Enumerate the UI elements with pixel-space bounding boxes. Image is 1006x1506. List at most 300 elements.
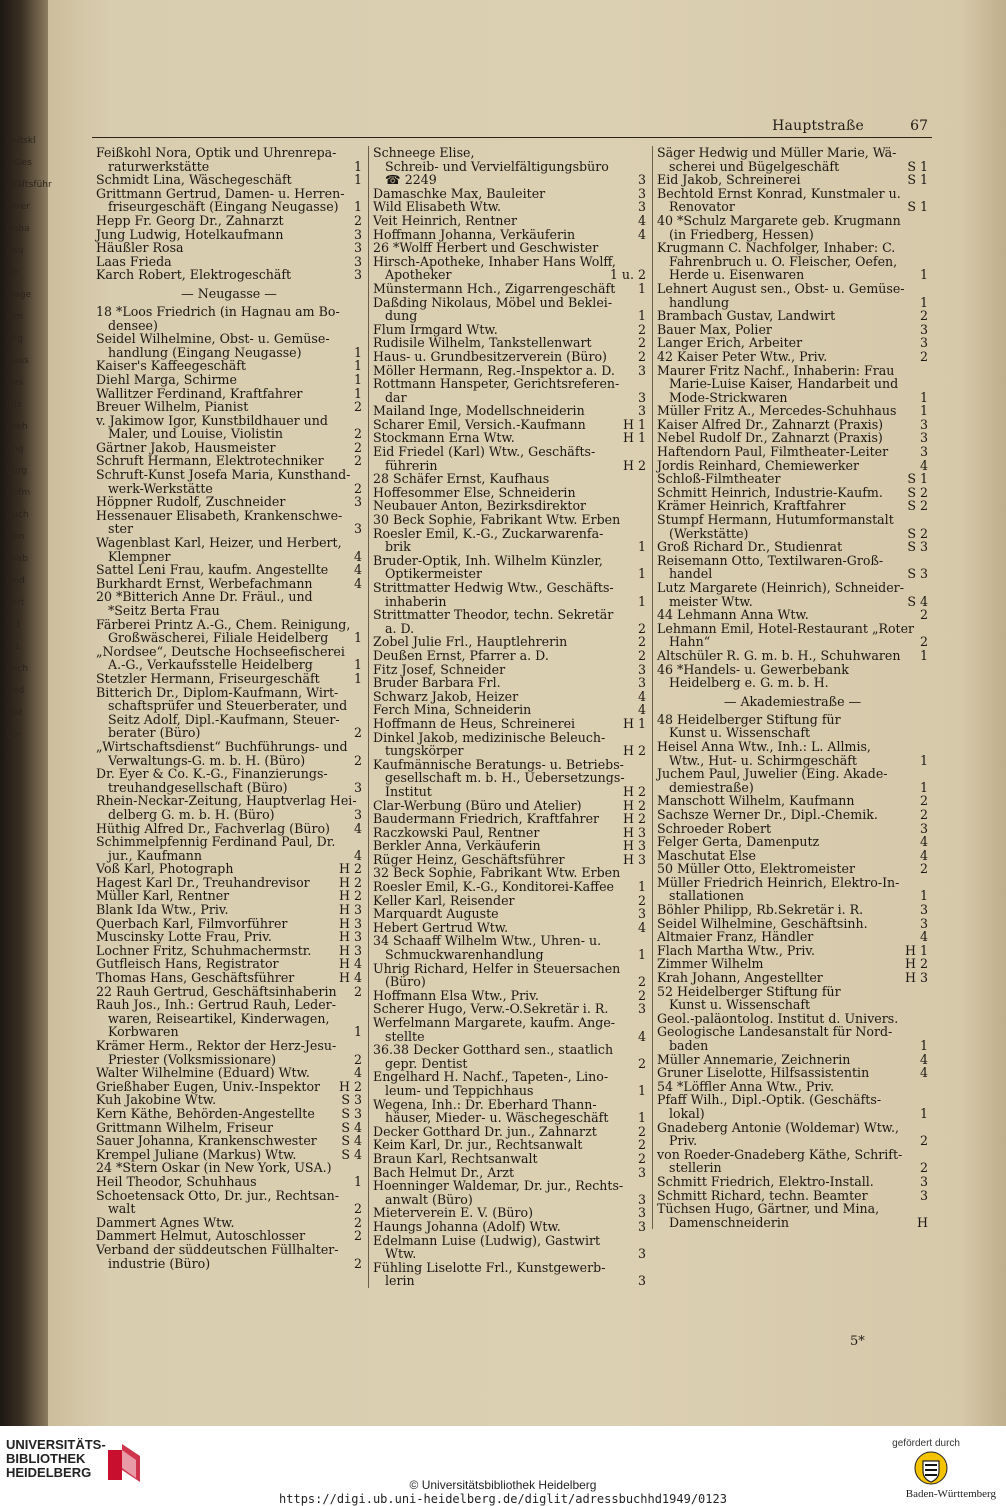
directory-entry xyxy=(373,1098,646,1112)
directory-entry xyxy=(373,1138,646,1152)
entry-text: Hüthig Alfred Dr., Fachverlag (Büro) xyxy=(96,820,330,836)
directory-entry xyxy=(657,1216,928,1230)
directory-entry xyxy=(96,1107,362,1121)
directory-entry xyxy=(96,1134,362,1148)
directory-entry xyxy=(657,889,928,903)
floor-indicator: H 2 xyxy=(339,861,362,877)
entry-text: Verband der süddeutschen Füllhalter- xyxy=(96,1241,339,1257)
directory-entry xyxy=(373,1125,646,1139)
directory-entry xyxy=(657,459,928,473)
entry-text: Ferch Mina, Schneiderin xyxy=(373,702,532,718)
directory-entry xyxy=(657,1148,928,1162)
directory-entry xyxy=(657,187,928,201)
directory-entry xyxy=(657,635,928,649)
directory-entry xyxy=(373,622,646,636)
floor-indicator: 3 xyxy=(919,321,928,337)
floor-indicator: 3 xyxy=(637,661,646,677)
entry-text: Schmuckwarenhandlung xyxy=(385,947,544,963)
entry-text: Juchem Paul, Juwelier (Eing. Akade- xyxy=(657,766,888,782)
entry-text: handlung (Eingang Neugasse) xyxy=(108,344,302,360)
floor-indicator: H 2 xyxy=(339,888,362,904)
directory-entry xyxy=(96,268,362,282)
house-number: 18 xyxy=(96,303,113,319)
directory-entry xyxy=(373,160,646,174)
directory-entry xyxy=(96,930,362,944)
permalink[interactable]: https://digi.ub.uni-heidelberg.de/diglit/adressbuchhd1949/0123 xyxy=(279,1492,727,1506)
directory-entry xyxy=(96,631,362,645)
directory-entry xyxy=(657,241,928,255)
directory-entry xyxy=(657,944,928,958)
directory-entry xyxy=(657,1161,928,1175)
directory-entry xyxy=(373,866,646,880)
entry-text: Mode-Strickwaren xyxy=(669,389,788,405)
entry-text: Flum Irmgard Wtw. xyxy=(373,321,498,337)
floor-indicator: S 3 xyxy=(341,1092,362,1108)
entry-text: Hoffmann Elsa Wtw., Priv. xyxy=(373,987,539,1003)
floor-indicator: 2 xyxy=(637,1123,646,1139)
directory-entry xyxy=(657,336,928,350)
entry-text: Schaaff Wilhelm Wtw., Uhren- u. xyxy=(393,933,602,949)
spine-text-column xyxy=(6,130,52,1280)
directory-entry xyxy=(657,323,928,337)
directory-entry xyxy=(657,255,928,269)
directory-entry xyxy=(96,740,362,754)
entry-text: Hessenauer Elisabeth, Krankenschwe- xyxy=(96,507,343,523)
floor-indicator: H 1 xyxy=(905,942,928,958)
floor-indicator: 1 xyxy=(353,657,362,673)
directory-entry xyxy=(657,554,928,568)
entry-text: Hagest Karl Dr., Treuhandrevisor xyxy=(96,874,310,890)
spine-text-fragment: S 1 xyxy=(6,642,21,652)
entry-text: Apotheker xyxy=(385,267,452,283)
directory-entry xyxy=(657,998,928,1012)
directory-entry xyxy=(657,781,928,795)
directory-entry xyxy=(96,876,362,890)
floor-indicator: 4 xyxy=(919,929,928,945)
entry-text: Engelhard H. Nachf., Tapeten-, Lino- xyxy=(373,1069,609,1085)
entry-text: Sattel Leni Frau, kaufm. Angestellte xyxy=(96,562,329,578)
floor-indicator: S 3 xyxy=(341,1105,362,1121)
library-logo-text[interactable] xyxy=(6,1438,106,1480)
logo-line: BIBLIOTHEK xyxy=(6,1451,86,1466)
street-section-heading: — Akademiestraße — xyxy=(723,693,862,709)
entry-text: Schneege Elise, xyxy=(373,145,475,160)
directory-entry xyxy=(96,427,362,441)
floor-indicator: 3 xyxy=(919,335,928,351)
entry-text: Zimmer Wilhelm xyxy=(657,956,764,972)
directory-entry xyxy=(96,441,362,455)
entry-text: Karch Robert, Elektrogeschäft xyxy=(96,267,292,283)
directory-entry xyxy=(373,989,646,1003)
entry-text: Hepp Fr. Georg Dr., Zahnarzt xyxy=(96,212,284,228)
house-number: 34 xyxy=(373,933,390,949)
entry-text: Priester (Volksmissionare) xyxy=(108,1051,277,1067)
floor-indicator: 1 u. 2 xyxy=(609,267,646,283)
floor-indicator: S 2 xyxy=(907,525,928,541)
directory-entry xyxy=(657,595,928,609)
floor-indicator: S 1 xyxy=(907,172,928,188)
entry-text: Stockmann Erna Wtw. xyxy=(373,430,515,446)
floor-indicator: 2 xyxy=(353,426,362,442)
entry-text: handel xyxy=(669,566,713,582)
entry-text: Gnadeberg Antonie (Woldemar) Wtw., xyxy=(657,1119,900,1135)
floor-indicator: H xyxy=(917,1214,928,1230)
entry-text: Damaschke Max, Bauleiter xyxy=(373,185,546,201)
floor-indicator: 1 xyxy=(637,308,646,324)
directory-entry xyxy=(373,540,646,554)
directory-entry xyxy=(373,1084,646,1098)
directory-entry xyxy=(373,758,646,772)
floor-indicator: 2 xyxy=(919,308,928,324)
directory-entry xyxy=(657,767,928,781)
entry-text: Korbwaren xyxy=(108,1024,179,1040)
floor-indicator: H 2 xyxy=(623,743,646,759)
directory-entry xyxy=(96,618,362,632)
entry-text: Stumpf Hermann, Hutumformanstalt xyxy=(657,512,894,528)
directory-entry xyxy=(373,1206,646,1220)
directory-entry xyxy=(373,608,646,622)
viewer-footer xyxy=(0,1426,1006,1506)
entry-text: Bechtold Ernst Konrad, Kunstmaler u. xyxy=(657,185,901,201)
entry-text: Blank Ida Wtw., Priv. xyxy=(96,902,229,918)
floor-indicator: 3 xyxy=(353,779,362,795)
floor-indicator: 3 xyxy=(353,240,362,256)
directory-entry xyxy=(373,296,646,310)
directory-entry xyxy=(373,1070,646,1084)
floor-indicator: 4 xyxy=(353,548,362,564)
entry-text: gesellschaft m. b. H., Uebersetzungs- xyxy=(385,770,625,786)
entry-text: Uhrig Richard, Helfer in Steuersachen xyxy=(373,960,621,976)
entry-text: Krugmann C. Nachfolger, Inhaber: C. xyxy=(657,240,896,256)
entry-text: Rüger Heinz, Geschäftsführer xyxy=(373,851,565,867)
directory-entry xyxy=(96,862,362,876)
directory-entry xyxy=(96,985,362,999)
floor-indicator: 2 xyxy=(637,1150,646,1166)
directory-entry xyxy=(657,1134,928,1148)
spine-text-fragment: Bau xyxy=(6,246,24,256)
directory-entry xyxy=(373,962,646,976)
directory-entry xyxy=(373,744,646,758)
directory-entry xyxy=(373,948,646,962)
entry-text: Wallitzer Ferdinand, Kraftfahrer xyxy=(96,385,303,401)
entry-text: Kern Käthe, Behörden-Angestellte xyxy=(96,1105,315,1121)
directory-entry xyxy=(373,241,646,255)
floor-indicator: 3 xyxy=(637,362,646,378)
entry-text: Optikermeister xyxy=(385,566,482,582)
directory-entry xyxy=(657,1053,928,1067)
spine-text-fragment: Hofm xyxy=(6,488,31,498)
entry-text: Schoetensack Otto, Dr. jur., Rechtsan- xyxy=(96,1187,340,1203)
directory-entry xyxy=(373,799,646,813)
spine-text-fragment: Doba xyxy=(6,224,30,234)
directory-entry xyxy=(373,459,646,473)
spine-text-fragment: Kim xyxy=(6,312,24,322)
spine-text-fragment: Wage xyxy=(6,290,32,300)
entry-text: Tüchsen Hugo, Gärtner, und Mina, xyxy=(657,1201,880,1217)
floor-indicator: H 3 xyxy=(339,902,362,918)
directory-entry xyxy=(657,404,928,418)
floor-indicator: 3 xyxy=(353,226,362,242)
entry-text: Muscinsky Lotte Frau, Priv. xyxy=(96,929,272,945)
entry-text: Säger Hedwig und Müller Marie, Wä- xyxy=(657,145,897,160)
floor-indicator: H 3 xyxy=(339,915,362,931)
house-number: 36.38 xyxy=(373,1042,410,1058)
spine-text-fragment: Ged xyxy=(6,686,25,696)
entry-text: Diehl Marga, Schirme xyxy=(96,371,237,387)
floor-indicator: 4 xyxy=(637,1028,646,1044)
directory-entry xyxy=(657,849,928,863)
directory-entry xyxy=(96,1202,362,1216)
floor-indicator: 1 xyxy=(919,779,928,795)
floor-indicator: 1 xyxy=(919,294,928,310)
floor-indicator: 2 xyxy=(637,1055,646,1071)
directory-entry xyxy=(373,771,646,785)
entry-text: Strittmatter Hedwig Wtw., Geschäfts- xyxy=(373,580,614,595)
directory-entry xyxy=(373,173,646,187)
directory-entry xyxy=(657,391,928,405)
entry-text: Deußen Ernst, Pfarrer a. D. xyxy=(373,647,549,663)
entry-text: berater (Büro) xyxy=(108,725,201,741)
directory-entry xyxy=(373,1152,646,1166)
directory-entry xyxy=(657,1107,928,1121)
floor-indicator: 4 xyxy=(637,212,646,228)
entry-text: Hoenninger Waldemar, Dr. jur., Rechts- xyxy=(373,1178,624,1194)
floor-indicator: 1 xyxy=(637,566,646,582)
directory-entry xyxy=(373,486,646,500)
directory-entry xyxy=(657,173,928,187)
entry-text: demiestraße) xyxy=(669,779,754,795)
floor-indicator: 1 xyxy=(919,1105,928,1121)
directory-entry xyxy=(96,387,362,401)
entry-text: baden xyxy=(669,1038,709,1053)
directory-entry xyxy=(657,445,928,459)
floor-indicator: H 3 xyxy=(339,942,362,958)
entry-text: scherei und Bügelgeschäft xyxy=(669,158,840,174)
entry-text: Beck Sophie, Fabrikant Wtw. Erben xyxy=(393,512,621,528)
entry-text: von Roeder-Gnadeberg Käthe, Schrift- xyxy=(657,1146,903,1162)
entry-text: Schmitt Richard, techn. Beamter xyxy=(657,1187,868,1203)
entry-text: Schäfer Ernst, Kaufhaus xyxy=(393,471,550,487)
floor-indicator: H 2 xyxy=(623,783,646,799)
house-number: 20 xyxy=(96,589,113,605)
floor-indicator: 3 xyxy=(637,1164,646,1180)
entry-text: Mailand Inge, Modellschneiderin xyxy=(373,403,585,419)
entry-text: Wtw., Hut- u. Schirmgeschäft xyxy=(669,752,857,768)
spine-text-fragment: Ges xyxy=(6,378,24,388)
floor-indicator: 1 xyxy=(919,403,928,419)
entry-text: Beck Sophie, Fabrikant Wtw. Erben xyxy=(393,865,621,881)
floor-indicator: 2 xyxy=(637,348,646,364)
floor-indicator: 3 xyxy=(637,1191,646,1207)
directory-entry xyxy=(657,228,928,242)
directory-entry xyxy=(96,944,362,958)
floor-indicator: 3 xyxy=(919,444,928,460)
directory-entry xyxy=(657,649,928,663)
floor-indicator: 2 xyxy=(353,399,362,415)
floor-indicator: 1 xyxy=(353,199,362,215)
floor-indicator: 3 xyxy=(637,1218,646,1234)
floor-indicator: 1 xyxy=(637,1082,646,1098)
entry-text: Schmitt Friedrich, Elektro-Install. xyxy=(657,1173,874,1189)
entry-text: Heidelberger Stiftung für xyxy=(677,711,841,727)
directory-entry xyxy=(373,1057,646,1071)
directory-entry xyxy=(96,1189,362,1203)
directory-entry xyxy=(657,754,928,768)
directory-entry xyxy=(96,1039,362,1053)
directory-entry xyxy=(373,812,646,826)
directory-entry xyxy=(96,241,362,255)
floor-indicator: 1 xyxy=(353,172,362,188)
floor-indicator: 1 xyxy=(353,358,362,374)
entry-text: Gärtner Jakob, Hausmeister xyxy=(96,439,276,455)
floor-indicator: 1 xyxy=(919,267,928,283)
funder-name: Baden-Württemberg xyxy=(905,1488,996,1500)
entry-text: Kaiser Alfred Dr., Zahnarzt (Praxis) xyxy=(657,416,884,432)
entry-text: industrie (Büro) xyxy=(108,1255,211,1271)
floor-indicator: 2 xyxy=(353,1214,362,1230)
house-number: 50 xyxy=(657,861,674,877)
book-spine xyxy=(0,0,52,1426)
spine-text-fragment: ehrer xyxy=(6,202,30,212)
entry-text: Schruft Hermann, Elektrotechniker xyxy=(96,453,324,469)
entry-text: Kunst u. Wissenschaft xyxy=(669,997,811,1013)
directory-entry xyxy=(657,160,928,174)
directory-entry xyxy=(96,495,362,509)
entry-text: a. D. xyxy=(385,620,415,636)
house-number: 28 xyxy=(373,471,390,487)
floor-indicator: H 1 xyxy=(623,715,646,731)
directory-entry xyxy=(657,214,928,228)
page-header xyxy=(92,116,932,138)
floor-indicator: 1 xyxy=(353,371,362,387)
entry-text: Geologische Landesanstalt für Nord- xyxy=(657,1024,893,1040)
directory-entry xyxy=(96,173,362,187)
directory-entry xyxy=(96,255,362,269)
directory-entry xyxy=(96,658,362,672)
entry-text: Scherer Hugo, Verw.-O.Sekretär i. R. xyxy=(373,1001,609,1017)
floor-indicator: S 3 xyxy=(907,539,928,555)
entry-text: Dammert Agnes Wtw. xyxy=(96,1214,235,1230)
entry-text: „Wirtschaftsdienst“ Buchführungs- und xyxy=(96,738,348,754)
floor-indicator: H 4 xyxy=(339,956,362,972)
directory-entry xyxy=(657,200,928,214)
entry-text: jur., Kaufmann xyxy=(108,847,203,863)
entry-text: v. Jakimow Igor, Kunstbildhauer und xyxy=(96,412,328,428)
directory-entry xyxy=(373,853,646,867)
floor-indicator: 2 xyxy=(919,806,928,822)
house-number: 26 xyxy=(373,240,390,256)
entry-text: Lutz Margarete (Heinrich), Schneider- xyxy=(657,580,904,595)
spine-text-fragment: Dreh xyxy=(6,422,28,432)
directory-entry xyxy=(373,785,646,799)
directory-entry xyxy=(96,160,362,174)
entry-text: *Wolff Herbert und Geschwister xyxy=(393,240,599,256)
house-number: 54 xyxy=(657,1078,674,1094)
entry-text: Verwaltungs-G. m. b. H. (Büro) xyxy=(108,752,306,768)
entry-text: Seidel Wilhelmine, Obst- u. Gemüse- xyxy=(96,331,330,347)
entry-text: delberg G. m. b. H. (Büro) xyxy=(108,806,275,822)
directory-entry xyxy=(657,740,928,754)
directory-entry xyxy=(373,731,646,745)
directory-entry xyxy=(657,350,928,364)
floor-indicator: 2 xyxy=(919,348,928,364)
directory-entry xyxy=(96,590,362,604)
directory-entry xyxy=(373,595,646,609)
directory-entry xyxy=(96,1216,362,1230)
floor-indicator: 2 xyxy=(919,607,928,623)
street-section-heading: — Neugasse — xyxy=(181,285,277,301)
directory-entry xyxy=(373,228,646,242)
coat-of-arms-icon xyxy=(914,1451,948,1485)
directory-entry xyxy=(657,1189,928,1203)
spine-text-fragment: rer xyxy=(6,268,19,278)
entry-text: Geol.-paläontolog. Institut d. Univers. xyxy=(657,1010,899,1026)
entry-text: Bruder Barbara Frl. xyxy=(373,675,501,691)
floor-indicator: 1 xyxy=(353,158,362,174)
spine-text-fragment: S xyxy=(6,752,12,762)
directory-entry xyxy=(373,1030,646,1044)
entry-text: Bruder-Optik, Inh. Wilhelm Künzler, xyxy=(373,552,603,568)
house-number: 52 xyxy=(657,983,674,999)
floor-indicator: 2 xyxy=(637,647,646,663)
floor-indicator: 3 xyxy=(637,1273,646,1289)
floor-indicator: 1 xyxy=(353,630,362,646)
entry-text: Krah Johann, Angestellter xyxy=(657,970,823,986)
entry-text: Lehmann Anna Wtw. xyxy=(677,607,809,623)
floor-indicator: 3 xyxy=(919,902,928,918)
directory-entry xyxy=(373,364,646,378)
directory-entry xyxy=(373,377,646,391)
directory-entry xyxy=(96,713,362,727)
floor-indicator: 1 xyxy=(919,389,928,405)
directory-entry xyxy=(657,296,928,310)
directory-entry xyxy=(373,663,646,677)
floor-indicator: 3 xyxy=(637,1205,646,1221)
entry-text: Schimmelpfennig Ferdinand Paul, Dr. xyxy=(96,834,336,850)
directory-entry xyxy=(657,835,928,849)
entry-text: Pfaff Wilh., Dipl.-Optik. (Geschäfts- xyxy=(657,1092,882,1108)
floor-indicator: 1 xyxy=(637,539,646,555)
floor-indicator: 1 xyxy=(353,670,362,686)
entry-text: Großwäscherei, Filiale Heidelberg xyxy=(108,630,329,646)
floor-indicator: 3 xyxy=(353,267,362,283)
entry-text: Dr. Eyer & Co. K.-G., Finanzierungs- xyxy=(96,766,328,782)
directory-entry xyxy=(657,726,928,740)
entry-text: Rudisile Wilhelm, Tankstellenwart xyxy=(373,335,592,351)
floor-indicator: 1 xyxy=(919,647,928,663)
floor-indicator: 1 xyxy=(353,344,362,360)
floor-indicator: S 1 xyxy=(907,158,928,174)
entry-text: Altschüler R. G. m. b. H., Schuhwaren xyxy=(657,647,901,663)
floor-indicator: H 2 xyxy=(623,457,646,473)
directory-entry xyxy=(96,1161,362,1175)
entry-text: Voß Karl, Photograph xyxy=(96,861,234,877)
directory-entry xyxy=(373,1043,646,1057)
entry-text: häuser, Mieder- u. Wäschegeschäft xyxy=(385,1110,609,1126)
spine-text-fragment: bür xyxy=(6,730,22,740)
directory-entry xyxy=(96,1012,362,1026)
floor-indicator: H 2 xyxy=(623,811,646,827)
spine-text-fragment: Haus xyxy=(6,356,29,366)
spine-text-fragment: Grab xyxy=(6,554,28,564)
directory-entry xyxy=(373,880,646,894)
entry-text: walt xyxy=(108,1201,136,1217)
entry-text: Nebel Rudolf Dr., Zahnarzt (Praxis) xyxy=(657,430,883,446)
spine-text-fragment: Ohn xyxy=(6,532,25,542)
floor-indicator: 3 xyxy=(919,430,928,446)
entry-text: Krempel Juliane (Markus) Wtw. xyxy=(96,1146,297,1162)
directory-entry xyxy=(657,309,928,323)
